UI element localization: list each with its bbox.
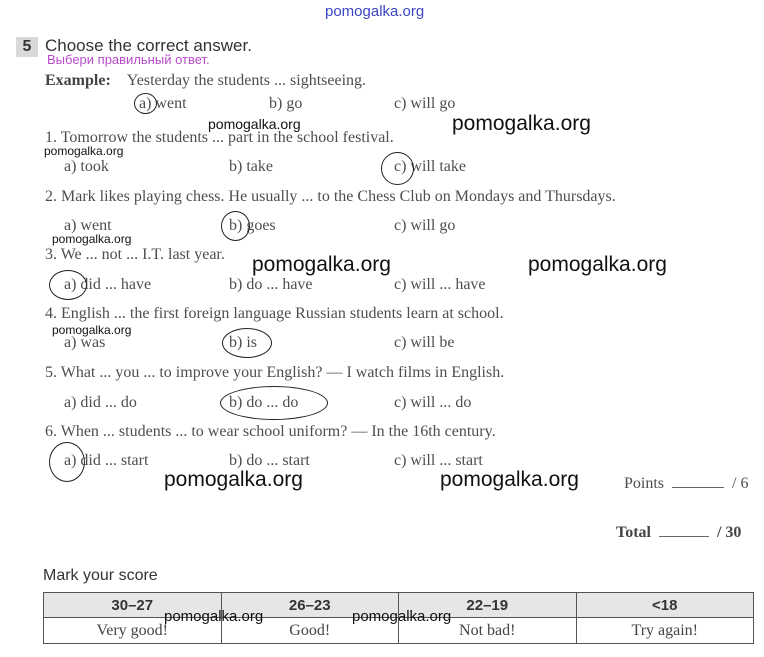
q2-option-c: c) will go (394, 217, 456, 234)
score-label: Not bad! (399, 618, 577, 644)
answer-circle (381, 152, 414, 185)
total-blank (659, 536, 709, 537)
score-label: Good! (221, 618, 399, 644)
score-range: 30–27 (44, 593, 222, 618)
watermark: pomogalka.org (44, 144, 124, 158)
watermark: pomogalka.org (452, 112, 591, 135)
question-5: 5. What ... you ... to improve your English? — I watch films in English. (45, 364, 505, 381)
watermark: pomogalka.org (252, 253, 391, 276)
total-line (616, 524, 741, 542)
score-title: Mark your score (43, 567, 158, 584)
example-label: Example: (45, 72, 111, 89)
score-range: <18 (576, 593, 754, 618)
answer-circle (134, 93, 157, 114)
watermark: pomogalka.org (440, 468, 579, 491)
example-option-c: c) will go (394, 95, 456, 112)
answer-circle (221, 211, 250, 241)
answer-circle (220, 386, 328, 420)
watermark: pomogalka.org (208, 116, 301, 132)
question-1: 1. Tomorrow the students ... part in the school festival. (45, 129, 394, 146)
total-label: Total (616, 524, 651, 541)
q6-option-c: c) will ... start (394, 452, 483, 469)
watermark: pomogalka.org (52, 232, 132, 246)
q6-option-b: b) do ... start (229, 452, 310, 469)
q5-option-b: b) do ... do (229, 394, 299, 411)
watermark: pomogalka.org (352, 608, 452, 625)
points-max: / 6 (732, 475, 749, 492)
q2-option-b: b) goes (229, 217, 276, 234)
q3-option-a: a) did ... have (64, 276, 152, 293)
total-max: / 30 (716, 524, 742, 541)
points-label: Points (624, 475, 665, 492)
exercise-subtitle: Выбери правильный ответ. (47, 52, 210, 67)
top-watermark: pomogalka.org (325, 3, 425, 20)
q5-option-c: c) will ... do (394, 394, 472, 411)
q5-option-a: a) did ... do (64, 394, 137, 411)
q1-option-c: c) will take (394, 158, 466, 175)
example-option-b: b) go (269, 95, 303, 112)
exercise-number: 5 (16, 37, 38, 57)
watermark: pomogalka.org (164, 468, 303, 491)
q3-option-c: c) will ... have (394, 276, 486, 293)
points-blank (672, 487, 724, 488)
score-label: Try again! (576, 618, 754, 644)
q4-option-c: c) will be (394, 334, 455, 351)
score-range: 22–19 (399, 593, 577, 618)
question-6: 6. When ... students ... to wear school uniform? — In the 16th century. (45, 423, 496, 440)
question-2: 2. Mark likes playing chess. He usually ... to the Chess Club on Mondays and Thursdays. (45, 188, 616, 205)
q4-option-a: a) was (64, 334, 106, 351)
watermark: pomogalka.org (52, 323, 132, 337)
q3-option-b: b) do ... have (229, 276, 313, 293)
q2-option-a: a) went (64, 217, 112, 234)
score-range: 26–23 (221, 593, 399, 618)
q1-option-a: a) took (64, 158, 109, 175)
q1-option-b: b) take (229, 158, 273, 175)
answer-circle (49, 442, 85, 482)
q6-option-a: a) did ... start (64, 452, 149, 469)
question-4: 4. English ... the first foreign language Russian students learn at school. (45, 305, 504, 322)
example-line (45, 72, 366, 90)
q4-option-b: b) is (229, 334, 257, 351)
example-text: Yesterday the students ... sightseeing. (126, 72, 367, 89)
score-label: Very good! (44, 618, 222, 644)
points-line (624, 475, 748, 493)
question-3: 3. We ... not ... I.T. last year. (45, 246, 225, 263)
watermark: pomogalka.org (164, 608, 264, 625)
exercise-title: Choose the correct answer. (45, 36, 252, 55)
answer-circle (49, 270, 87, 300)
watermark: pomogalka.org (528, 253, 667, 276)
answer-circle (222, 328, 272, 358)
example-option-a: a) went (139, 95, 187, 112)
